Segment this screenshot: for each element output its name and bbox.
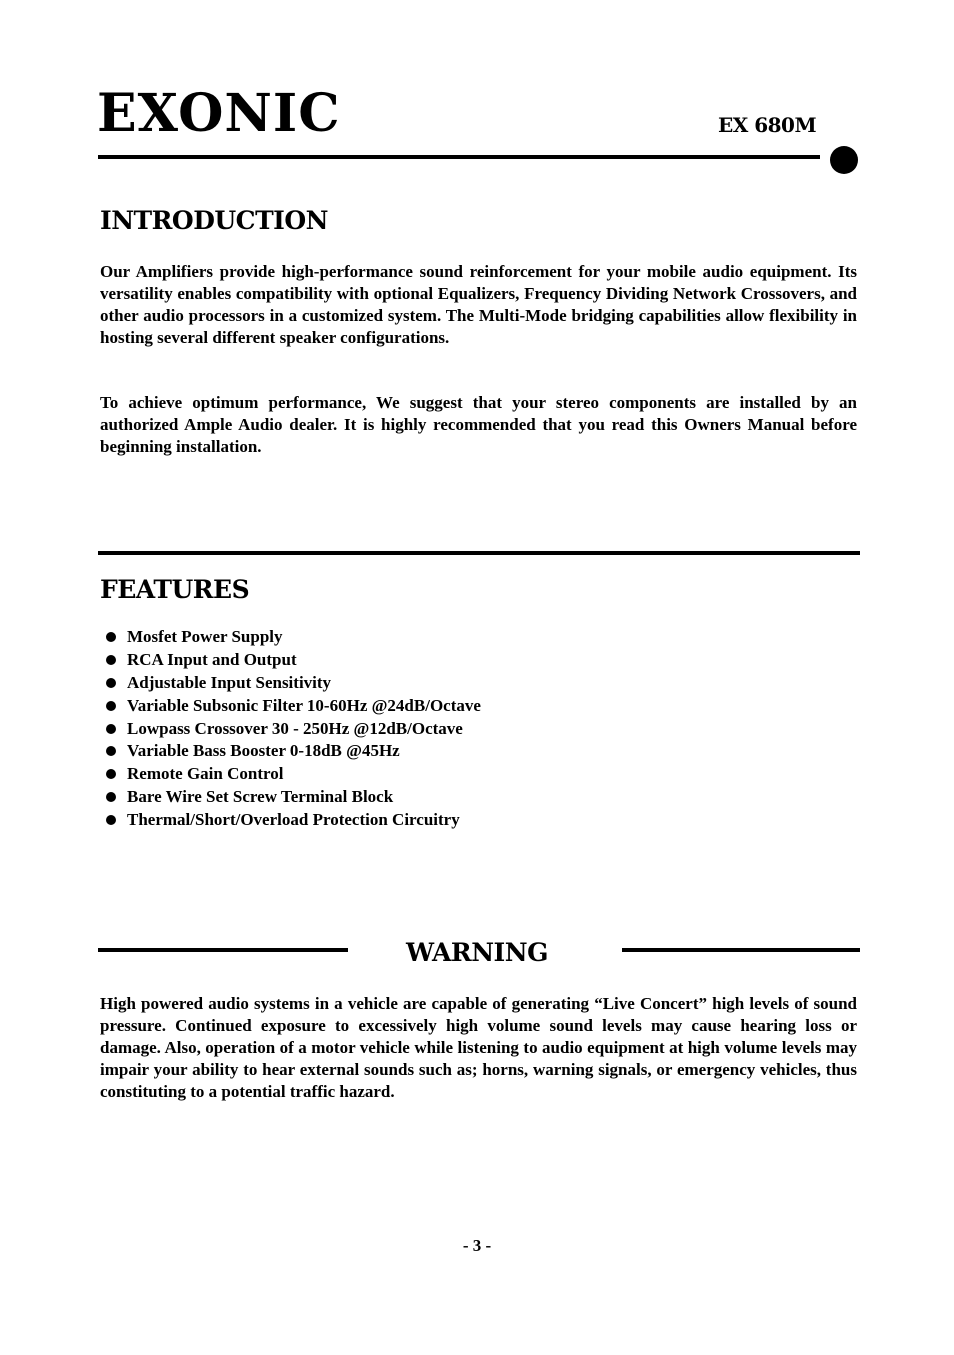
header-dot <box>830 146 858 174</box>
feature-item <box>106 717 481 740</box>
bullet-icon <box>106 815 116 825</box>
bullet-icon <box>106 724 116 734</box>
feature-label: Variable Subsonic Filter 10-60Hz @24dB/Octave <box>127 695 481 715</box>
feature-item <box>106 808 481 831</box>
brand-logo: EXONIC <box>97 83 341 144</box>
warning-title: WARNING <box>406 938 548 967</box>
section-divider <box>98 551 860 555</box>
features-list <box>106 626 481 831</box>
features-title: FEATURES <box>100 575 250 604</box>
bullet-icon <box>106 746 116 756</box>
bullet-icon <box>106 769 116 779</box>
feature-label: RCA Input and Output <box>127 650 297 670</box>
warning-rule-right <box>622 948 860 952</box>
feature-label: Remote Gain Control <box>127 764 284 784</box>
introduction-paragraph-1: Our Amplifiers provide high-performance sound reinforcement for your mobile audio equipment. Its versatility enables compatibility with optional Equalizers, Frequency Dividing Network Crossovers, and other audio processors in a customized system. The Multi-Mode bridging capabilities allow flexibility in hosting several different speaker configurations. <box>100 262 857 347</box>
header-rule <box>98 155 820 159</box>
warning-paragraph: High powered audio systems in a vehicle are capable of generating “Live Concert” high levels of sound pressure. Continued exposure to excessively high volume sound levels may cause hearing loss or damage. Also, operation of a motor vehicle while listening to audio equipment at high volume levels may impair your ability to hear external sounds such as; horns, warning signals, or emergency vehicles, thus constituting to a potential traffic hazard. <box>100 994 857 1101</box>
feature-label: Lowpass Crossover 30 - 250Hz @12dB/Octave <box>127 718 463 738</box>
feature-label: Mosfet Power Supply <box>127 627 283 647</box>
bullet-icon <box>106 792 116 802</box>
feature-item <box>106 672 481 695</box>
bullet-icon <box>106 655 116 665</box>
feature-item <box>106 694 481 717</box>
feature-item <box>106 649 481 672</box>
feature-label: Variable Bass Booster 0-18dB @45Hz <box>127 741 400 761</box>
model-number: EX 680M <box>718 113 817 137</box>
feature-item <box>106 763 481 786</box>
feature-label: Adjustable Input Sensitivity <box>127 672 332 692</box>
feature-item <box>106 786 481 809</box>
feature-item <box>106 740 481 763</box>
page-number: - 3 - <box>462 1236 492 1255</box>
bullet-icon <box>106 701 116 711</box>
feature-label: Bare Wire Set Screw Terminal Block <box>127 786 394 806</box>
feature-item <box>106 626 481 649</box>
introduction-paragraph-2: To achieve optimum performance, We suggest that your stereo components are installed by an authorized Ample Audio dealer. It is highly recommended that you read this Owners Manual before beginning installation. <box>100 393 857 456</box>
bullet-icon <box>106 632 116 642</box>
bullet-icon <box>106 678 116 688</box>
introduction-title: INTRODUCTION <box>100 206 329 235</box>
feature-label: Thermal/Short/Overload Protection Circuitry <box>127 809 460 829</box>
